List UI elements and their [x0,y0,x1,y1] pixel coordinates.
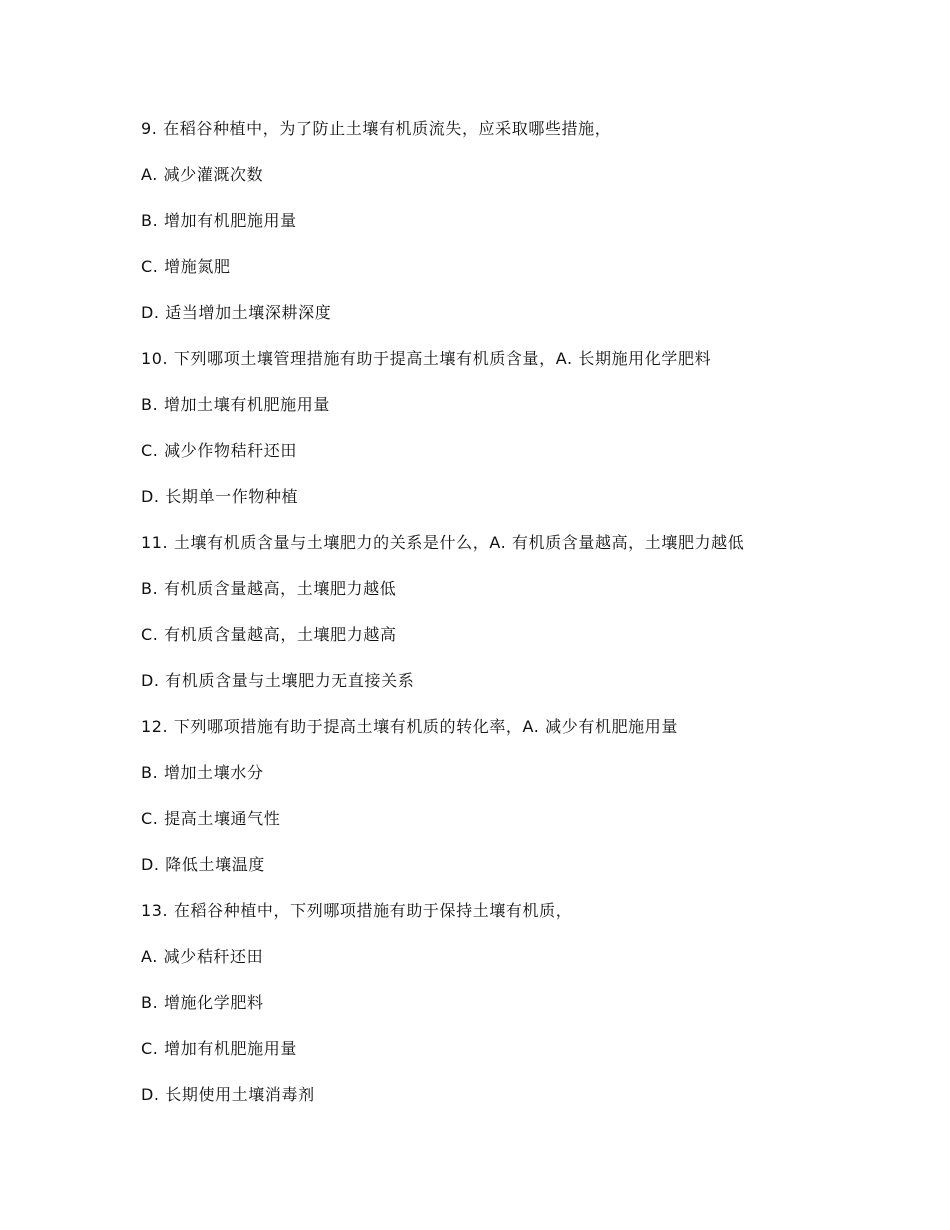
question-11 [141,530,901,714]
question-stem: 12. 下列哪项措施有助于提高土壤有机质的转化率，A. 减少有机肥施用量 [141,717,678,736]
question-13 [141,898,901,1128]
option-c: C. 提高土壤通气性 [141,809,281,828]
question-stem: 11. 土壤有机质含量与土壤肥力的关系是什么，A. 有机质含量越高，土壤肥力越低 [141,533,745,552]
option-b: B. 增加土壤水分 [141,763,264,782]
option-d: D. 有机质含量与土壤肥力无直接关系 [141,671,415,690]
option-c: C. 增加有机肥施用量 [141,1039,297,1058]
option-a: A. 减少秸秆还田 [141,947,264,966]
question-stem: 9. 在稻谷种植中，为了防止土壤有机质流失，应采取哪些措施， [141,119,612,138]
question-list [141,116,901,1128]
option-b: B. 有机质含量越高，土壤肥力越低 [141,579,397,598]
question-stem: 13. 在稻谷种植中，下列哪项措施有助于保持土壤有机质， [141,901,573,920]
question-12 [141,714,901,898]
option-d: D. 长期使用土壤消毒剂 [141,1085,315,1104]
question-stem: 10. 下列哪项土壤管理措施有助于提高土壤有机质含量，A. 长期施用化学肥料 [141,349,712,368]
option-d: D. 降低土壤温度 [141,855,265,874]
option-b: B. 增施化学肥料 [141,993,264,1012]
option-d: D. 长期单一作物种植 [141,487,299,506]
option-d: D. 适当增加土壤深耕深度 [141,303,332,322]
question-10 [141,346,901,530]
option-c: C. 有机质含量越高，土壤肥力越高 [141,625,397,644]
question-9 [141,116,901,346]
option-b: B. 增加有机肥施用量 [141,211,297,230]
option-c: C. 减少作物秸秆还田 [141,441,297,460]
option-b: B. 增加土壤有机肥施用量 [141,395,330,414]
option-a: A. 减少灌溉次数 [141,165,264,184]
option-c: C. 增施氮肥 [141,257,231,276]
